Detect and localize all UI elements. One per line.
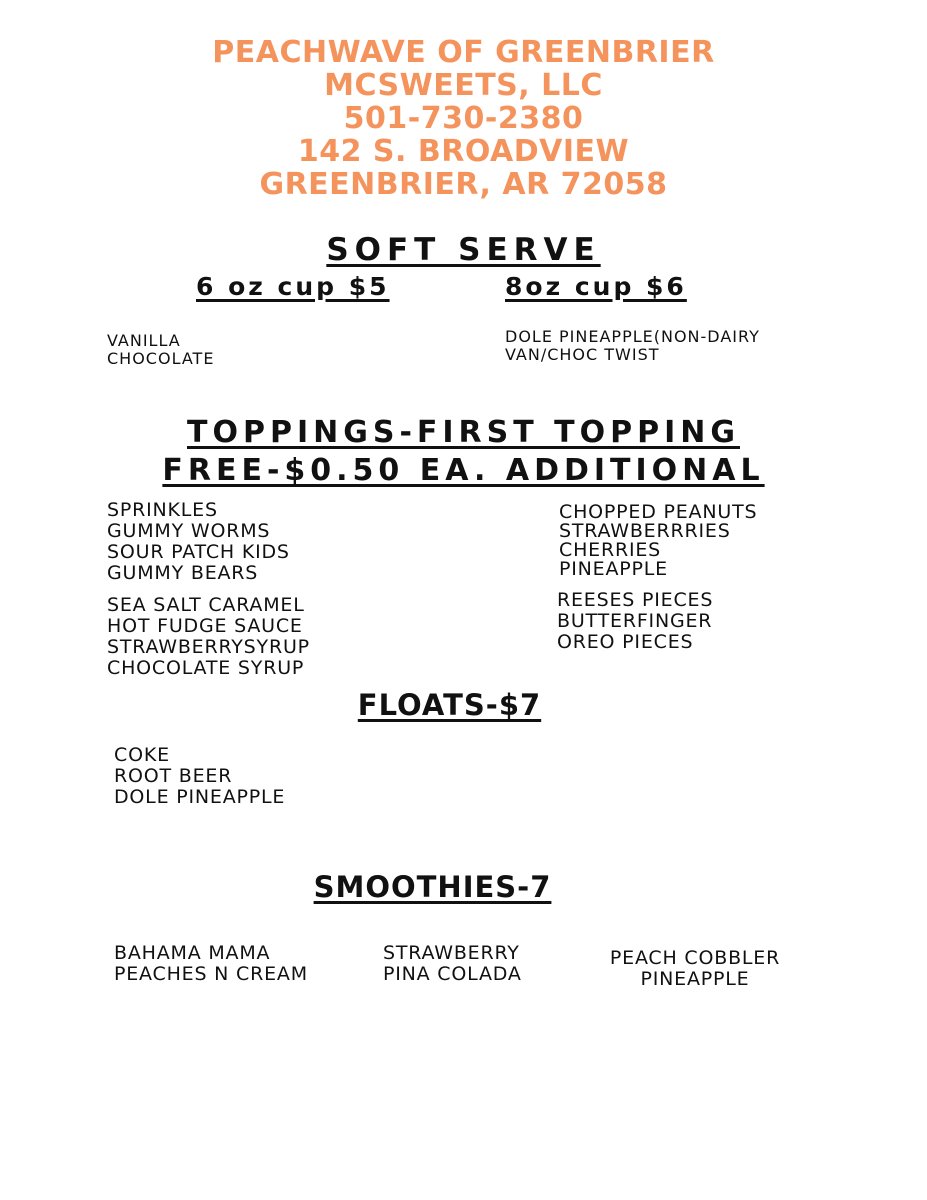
toppings-title: TOPPINGS-FIRST TOPPING FREE-$0.50 EA. ADDITIONAL bbox=[162, 415, 765, 488]
smoothies-title: SMOOTHIES-7 bbox=[313, 870, 552, 904]
business-city: GREENBRIER, AR 72058 bbox=[259, 167, 668, 202]
list-item: PEACH COBBLER bbox=[609, 947, 781, 969]
soft-serve-size-8oz: 8oz cup $6 bbox=[505, 272, 687, 301]
business-street: 142 S. BROADVIEW bbox=[297, 134, 630, 169]
smoothies-col-3 bbox=[590, 948, 800, 990]
business-header bbox=[0, 36, 927, 201]
business-name: PEACHWAVE OF GREENBRIER bbox=[212, 35, 715, 70]
list-item: VANILLA bbox=[107, 331, 181, 350]
toppings-left-sauces bbox=[107, 595, 310, 679]
business-company: MCSWEETS, LLC bbox=[324, 68, 603, 103]
floats-title: FLOATS-$7 bbox=[357, 688, 542, 722]
list-item: BUTTERFINGER bbox=[557, 610, 713, 632]
floats-list bbox=[114, 745, 285, 808]
toppings-right-fruit bbox=[559, 503, 757, 579]
list-item: SPRINKLES bbox=[107, 499, 218, 521]
soft-serve-title: SOFT SERVE bbox=[326, 232, 601, 268]
smoothies-col-1 bbox=[114, 943, 308, 985]
business-phone: 501-730-2380 bbox=[343, 101, 584, 136]
list-item: GUMMY WORMS bbox=[107, 520, 271, 542]
toppings-right-pieces bbox=[557, 590, 713, 653]
soft-serve-size-6oz: 6 oz cup $5 bbox=[196, 272, 390, 301]
list-item: GUMMY BEARS bbox=[107, 562, 259, 584]
smoothies-col-2 bbox=[383, 943, 522, 985]
list-item: OREO PIECES bbox=[557, 631, 694, 653]
list-item: REESES PIECES bbox=[557, 589, 714, 611]
list-item: DOLE PINEAPPLE(NON-DAIRY bbox=[505, 327, 760, 346]
list-item: DOLE PINEAPPLE bbox=[114, 786, 286, 808]
list-item: STRAWBERRYSYRUP bbox=[107, 636, 310, 658]
list-item: ROOT BEER bbox=[114, 765, 233, 787]
soft-serve-flavors-right bbox=[505, 328, 760, 364]
list-item: CHOPPED PEANUTS bbox=[559, 501, 758, 523]
list-item: BAHAMA MAMA bbox=[114, 942, 271, 964]
soft-serve-flavors-left bbox=[107, 332, 214, 368]
list-item: PINEAPPLE bbox=[559, 558, 668, 580]
list-item: HOT FUDGE SAUCE bbox=[107, 615, 303, 637]
list-item: PEACHES N CREAM bbox=[114, 963, 308, 985]
list-item: CHERRIES bbox=[559, 539, 662, 561]
list-item: SOUR PATCH KIDS bbox=[107, 541, 290, 563]
list-item: STRAWBERRRIES bbox=[559, 520, 731, 542]
list-item: CHOCOLATE bbox=[107, 349, 215, 368]
list-item: CHOCOLATE SYRUP bbox=[107, 657, 305, 679]
toppings-left-candy bbox=[107, 500, 290, 584]
list-item: STRAWBERRY bbox=[383, 942, 520, 964]
list-item: COKE bbox=[114, 744, 170, 766]
list-item: VAN/CHOC TWIST bbox=[505, 345, 660, 364]
list-item: PINEAPPLE bbox=[640, 968, 750, 990]
list-item: SEA SALT CARAMEL bbox=[107, 594, 305, 616]
list-item: PINA COLADA bbox=[383, 963, 522, 985]
